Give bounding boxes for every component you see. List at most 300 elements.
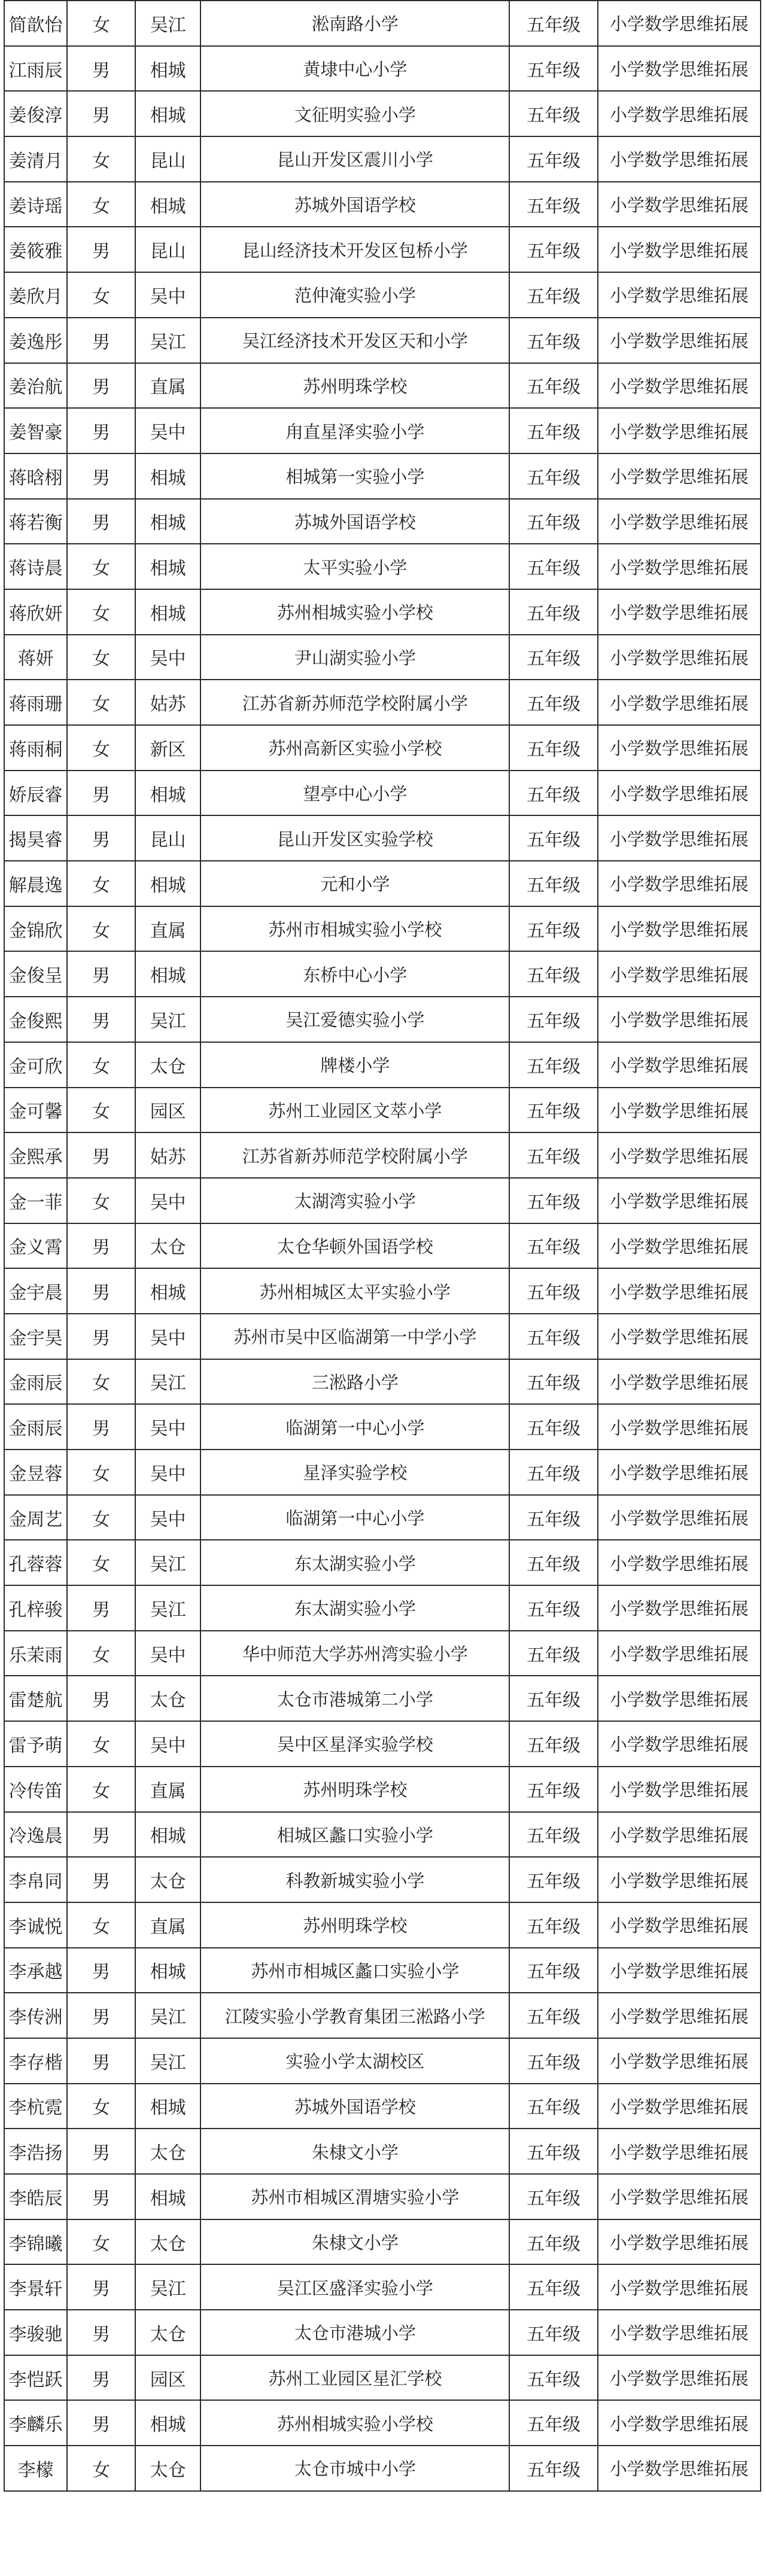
school-cell: 吴江区盛泽实验小学 bbox=[200, 2264, 509, 2310]
table-row bbox=[4, 46, 761, 92]
grade-cell: 五年级 bbox=[509, 635, 597, 680]
student-name-cell: 蒋雨桐 bbox=[4, 725, 67, 771]
grade-cell: 五年级 bbox=[509, 499, 597, 544]
school-cell: 苏州相城区太平实验小学 bbox=[200, 1268, 509, 1314]
student-name-cell: 金宇晨 bbox=[4, 1268, 67, 1314]
gender-cell: 男 bbox=[67, 951, 135, 997]
grade-cell: 五年级 bbox=[509, 2084, 597, 2129]
gender-cell: 男 bbox=[67, 453, 135, 499]
grade-cell: 五年级 bbox=[509, 182, 597, 227]
course-cell: 小学数学思维拓展 bbox=[598, 2400, 761, 2446]
table-row bbox=[4, 861, 761, 906]
table-row bbox=[4, 2355, 761, 2401]
grade-cell: 五年级 bbox=[509, 46, 597, 92]
student-name-cell: 李传洲 bbox=[4, 1993, 67, 2038]
table-row bbox=[4, 1721, 761, 1767]
student-name-cell: 蒋若衡 bbox=[4, 499, 67, 544]
table-row bbox=[4, 2446, 761, 2491]
student-name-cell: 蒋欣妍 bbox=[4, 589, 67, 635]
school-cell: 星泽实验学校 bbox=[200, 1450, 509, 1495]
grade-cell: 五年级 bbox=[509, 1450, 597, 1495]
grade-cell: 五年级 bbox=[509, 2446, 597, 2491]
school-cell: 朱棣文小学 bbox=[200, 2129, 509, 2174]
district-cell: 相城 bbox=[135, 2084, 200, 2129]
school-cell: 范仲淹实验小学 bbox=[200, 272, 509, 318]
gender-cell: 男 bbox=[67, 771, 135, 816]
table-row bbox=[4, 1495, 761, 1540]
student-name-cell: 冷传笛 bbox=[4, 1767, 67, 1812]
district-cell: 吴江 bbox=[135, 2264, 200, 2310]
school-cell: 苏州明珠学校 bbox=[200, 363, 509, 409]
school-cell: 相城第一实验小学 bbox=[200, 453, 509, 499]
gender-cell: 男 bbox=[67, 318, 135, 363]
district-cell: 吴中 bbox=[135, 635, 200, 680]
gender-cell: 女 bbox=[67, 1, 135, 46]
school-cell: 三淞路小学 bbox=[200, 1359, 509, 1405]
grade-cell: 五年级 bbox=[509, 1268, 597, 1314]
gender-cell: 女 bbox=[67, 1450, 135, 1495]
student-name-cell: 姜筱雅 bbox=[4, 227, 67, 272]
table-row bbox=[4, 1993, 761, 2038]
student-name-cell: 蒋妍 bbox=[4, 635, 67, 680]
course-cell: 小学数学思维拓展 bbox=[598, 861, 761, 906]
course-cell: 小学数学思维拓展 bbox=[598, 2264, 761, 2310]
course-cell: 小学数学思维拓展 bbox=[598, 1450, 761, 1495]
student-name-cell: 李浩扬 bbox=[4, 2129, 67, 2174]
table-row bbox=[4, 499, 761, 544]
table-row bbox=[4, 318, 761, 363]
school-cell: 牌楼小学 bbox=[200, 1042, 509, 1088]
student-name-cell: 李存楷 bbox=[4, 2038, 67, 2084]
table-row bbox=[4, 1268, 761, 1314]
district-cell: 相城 bbox=[135, 91, 200, 136]
student-name-cell: 姜逸彤 bbox=[4, 318, 67, 363]
school-cell: 东桥中心小学 bbox=[200, 951, 509, 997]
district-cell: 太仓 bbox=[135, 2129, 200, 2174]
course-cell: 小学数学思维拓展 bbox=[598, 1812, 761, 1858]
district-cell: 直属 bbox=[135, 906, 200, 952]
school-cell: 东太湖实验小学 bbox=[200, 1540, 509, 1585]
gender-cell: 男 bbox=[67, 1132, 135, 1178]
district-cell: 吴江 bbox=[135, 1540, 200, 1585]
student-name-cell: 孔蓉蓉 bbox=[4, 1540, 67, 1585]
district-cell: 姑苏 bbox=[135, 1132, 200, 1178]
table-row bbox=[4, 453, 761, 499]
course-cell: 小学数学思维拓展 bbox=[598, 2129, 761, 2174]
grade-cell: 五年级 bbox=[509, 272, 597, 318]
student-name-cell: 金可馨 bbox=[4, 1088, 67, 1133]
school-cell: 苏州市吴中区临湖第一中学小学 bbox=[200, 1314, 509, 1359]
grade-cell: 五年级 bbox=[509, 680, 597, 725]
school-cell: 苏州明珠学校 bbox=[200, 1767, 509, 1812]
gender-cell: 男 bbox=[67, 46, 135, 92]
course-cell: 小学数学思维拓展 bbox=[598, 635, 761, 680]
grade-cell: 五年级 bbox=[509, 227, 597, 272]
district-cell: 吴中 bbox=[135, 1404, 200, 1450]
district-cell: 吴江 bbox=[135, 997, 200, 1042]
gender-cell: 男 bbox=[67, 997, 135, 1042]
district-cell: 吴中 bbox=[135, 1495, 200, 1540]
course-cell: 小学数学思维拓展 bbox=[598, 2174, 761, 2219]
grade-cell: 五年级 bbox=[509, 1585, 597, 1631]
school-cell: 华中师范大学苏州湾实验小学 bbox=[200, 1631, 509, 1676]
table-row bbox=[4, 635, 761, 680]
school-cell: 苏城外国语学校 bbox=[200, 182, 509, 227]
gender-cell: 男 bbox=[67, 2129, 135, 2174]
district-cell: 相城 bbox=[135, 2400, 200, 2446]
course-cell: 小学数学思维拓展 bbox=[598, 1721, 761, 1767]
course-cell: 小学数学思维拓展 bbox=[598, 1495, 761, 1540]
gender-cell: 男 bbox=[67, 2038, 135, 2084]
district-cell: 吴江 bbox=[135, 1359, 200, 1405]
table-row bbox=[4, 91, 761, 136]
school-cell: 太仓华顿外国语学校 bbox=[200, 1223, 509, 1269]
district-cell: 吴中 bbox=[135, 1314, 200, 1359]
course-cell: 小学数学思维拓展 bbox=[598, 182, 761, 227]
district-cell: 太仓 bbox=[135, 2446, 200, 2491]
gender-cell: 男 bbox=[67, 1404, 135, 1450]
school-cell: 太仓市城中小学 bbox=[200, 2446, 509, 2491]
gender-cell: 男 bbox=[67, 227, 135, 272]
student-name-cell: 李承越 bbox=[4, 1948, 67, 1993]
table-row bbox=[4, 2084, 761, 2129]
grade-cell: 五年级 bbox=[509, 1, 597, 46]
school-cell: 苏州市相城实验小学校 bbox=[200, 906, 509, 952]
school-cell: 太湖湾实验小学 bbox=[200, 1178, 509, 1223]
district-cell: 吴中 bbox=[135, 1721, 200, 1767]
school-cell: 江陵实验小学教育集团三淞路小学 bbox=[200, 1993, 509, 2038]
gender-cell: 男 bbox=[67, 499, 135, 544]
school-cell: 苏城外国语学校 bbox=[200, 499, 509, 544]
district-cell: 吴中 bbox=[135, 272, 200, 318]
course-cell: 小学数学思维拓展 bbox=[598, 997, 761, 1042]
grade-cell: 五年级 bbox=[509, 1314, 597, 1359]
course-cell: 小学数学思维拓展 bbox=[598, 1042, 761, 1088]
gender-cell: 男 bbox=[67, 2355, 135, 2401]
grade-cell: 五年级 bbox=[509, 1223, 597, 1269]
school-cell: 苏州明珠学校 bbox=[200, 1902, 509, 1948]
table-row bbox=[4, 1767, 761, 1812]
school-cell: 临湖第一中心小学 bbox=[200, 1495, 509, 1540]
district-cell: 太仓 bbox=[135, 1857, 200, 1902]
course-cell: 小学数学思维拓展 bbox=[598, 1268, 761, 1314]
table-row bbox=[4, 408, 761, 453]
school-cell: 太仓市港城第二小学 bbox=[200, 1676, 509, 1721]
grade-cell: 五年级 bbox=[509, 1178, 597, 1223]
gender-cell: 男 bbox=[67, 1948, 135, 1993]
table-row bbox=[4, 1812, 761, 1858]
district-cell: 昆山 bbox=[135, 227, 200, 272]
grade-cell: 五年级 bbox=[509, 363, 597, 409]
district-cell: 太仓 bbox=[135, 2310, 200, 2355]
district-cell: 相城 bbox=[135, 951, 200, 997]
school-cell: 苏州市相城区蠡口实验小学 bbox=[200, 1948, 509, 1993]
gender-cell: 女 bbox=[67, 1178, 135, 1223]
table-row bbox=[4, 1, 761, 46]
course-cell: 小学数学思维拓展 bbox=[598, 318, 761, 363]
gender-cell: 男 bbox=[67, 1676, 135, 1721]
grade-cell: 五年级 bbox=[509, 2174, 597, 2219]
gender-cell: 女 bbox=[67, 182, 135, 227]
grade-cell: 五年级 bbox=[509, 1767, 597, 1812]
student-name-cell: 娇辰睿 bbox=[4, 771, 67, 816]
student-name-cell: 金宇昊 bbox=[4, 1314, 67, 1359]
student-name-cell: 蒋雨珊 bbox=[4, 680, 67, 725]
course-cell: 小学数学思维拓展 bbox=[598, 136, 761, 182]
table-row bbox=[4, 1902, 761, 1948]
school-cell: 尹山湖实验小学 bbox=[200, 635, 509, 680]
student-name-cell: 李景轩 bbox=[4, 2264, 67, 2310]
student-name-cell: 揭昊睿 bbox=[4, 815, 67, 861]
district-cell: 昆山 bbox=[135, 815, 200, 861]
course-cell: 小学数学思维拓展 bbox=[598, 2219, 761, 2265]
table-row bbox=[4, 2038, 761, 2084]
grade-cell: 五年级 bbox=[509, 1495, 597, 1540]
district-cell: 相城 bbox=[135, 2174, 200, 2219]
table-row bbox=[4, 1132, 761, 1178]
gender-cell: 女 bbox=[67, 1495, 135, 1540]
grade-cell: 五年级 bbox=[509, 2355, 597, 2401]
gender-cell: 男 bbox=[67, 91, 135, 136]
school-cell: 苏州高新区实验小学校 bbox=[200, 725, 509, 771]
district-cell: 吴中 bbox=[135, 1631, 200, 1676]
gender-cell: 女 bbox=[67, 1540, 135, 1585]
school-cell: 文征明实验小学 bbox=[200, 91, 509, 136]
gender-cell: 女 bbox=[67, 2084, 135, 2129]
gender-cell: 女 bbox=[67, 1088, 135, 1133]
gender-cell: 女 bbox=[67, 1631, 135, 1676]
district-cell: 相城 bbox=[135, 453, 200, 499]
district-cell: 新区 bbox=[135, 725, 200, 771]
student-name-cell: 李杭霓 bbox=[4, 2084, 67, 2129]
course-cell: 小学数学思维拓展 bbox=[598, 2084, 761, 2129]
grade-cell: 五年级 bbox=[509, 725, 597, 771]
grade-cell: 五年级 bbox=[509, 1902, 597, 1948]
table-row bbox=[4, 227, 761, 272]
district-cell: 相城 bbox=[135, 1812, 200, 1858]
table-row bbox=[4, 951, 761, 997]
course-cell: 小学数学思维拓展 bbox=[598, 1767, 761, 1812]
grade-cell: 五年级 bbox=[509, 589, 597, 635]
school-cell: 淞南路小学 bbox=[200, 1, 509, 46]
school-cell: 太仓市港城小学 bbox=[200, 2310, 509, 2355]
table-row bbox=[4, 363, 761, 409]
gender-cell: 女 bbox=[67, 544, 135, 589]
gender-cell: 女 bbox=[67, 1359, 135, 1405]
district-cell: 相城 bbox=[135, 544, 200, 589]
district-cell: 吴中 bbox=[135, 1450, 200, 1495]
grade-cell: 五年级 bbox=[509, 1042, 597, 1088]
gender-cell: 女 bbox=[67, 680, 135, 725]
district-cell: 相城 bbox=[135, 589, 200, 635]
school-cell: 吴江爱德实验小学 bbox=[200, 997, 509, 1042]
gender-cell: 女 bbox=[67, 1721, 135, 1767]
table-row bbox=[4, 997, 761, 1042]
table-row bbox=[4, 2129, 761, 2174]
gender-cell: 女 bbox=[67, 1767, 135, 1812]
student-name-cell: 金俊熙 bbox=[4, 997, 67, 1042]
course-cell: 小学数学思维拓展 bbox=[598, 815, 761, 861]
school-cell: 元和小学 bbox=[200, 861, 509, 906]
course-cell: 小学数学思维拓展 bbox=[598, 1088, 761, 1133]
school-cell: 东太湖实验小学 bbox=[200, 1585, 509, 1631]
student-name-cell: 姜诗瑶 bbox=[4, 182, 67, 227]
school-cell: 相城区蠡口实验小学 bbox=[200, 1812, 509, 1858]
student-name-cell: 金昱蓉 bbox=[4, 1450, 67, 1495]
district-cell: 直属 bbox=[135, 1902, 200, 1948]
table-row bbox=[4, 2400, 761, 2446]
grade-cell: 五年级 bbox=[509, 1948, 597, 1993]
course-cell: 小学数学思维拓展 bbox=[598, 680, 761, 725]
course-cell: 小学数学思维拓展 bbox=[598, 1902, 761, 1948]
district-cell: 吴江 bbox=[135, 1585, 200, 1631]
grade-cell: 五年级 bbox=[509, 861, 597, 906]
grade-cell: 五年级 bbox=[509, 91, 597, 136]
grade-cell: 五年级 bbox=[509, 544, 597, 589]
table-row bbox=[4, 1948, 761, 1993]
district-cell: 吴江 bbox=[135, 1993, 200, 2038]
gender-cell: 男 bbox=[67, 2174, 135, 2219]
student-name-cell: 冷逸晨 bbox=[4, 1812, 67, 1858]
table-row bbox=[4, 815, 761, 861]
gender-cell: 女 bbox=[67, 1902, 135, 1948]
grade-cell: 五年级 bbox=[509, 1359, 597, 1405]
school-cell: 甪直星泽实验小学 bbox=[200, 408, 509, 453]
gender-cell: 女 bbox=[67, 2219, 135, 2265]
course-cell: 小学数学思维拓展 bbox=[598, 363, 761, 409]
school-cell: 昆山开发区实验学校 bbox=[200, 815, 509, 861]
district-cell: 太仓 bbox=[135, 2219, 200, 2265]
student-name-cell: 金俊呈 bbox=[4, 951, 67, 997]
district-cell: 直属 bbox=[135, 363, 200, 409]
gender-cell: 女 bbox=[67, 589, 135, 635]
course-cell: 小学数学思维拓展 bbox=[598, 951, 761, 997]
table-row bbox=[4, 272, 761, 318]
table-row bbox=[4, 771, 761, 816]
school-cell: 苏州相城实验小学校 bbox=[200, 589, 509, 635]
student-name-cell: 李锦曦 bbox=[4, 2219, 67, 2265]
course-cell: 小学数学思维拓展 bbox=[598, 1585, 761, 1631]
grade-cell: 五年级 bbox=[509, 1857, 597, 1902]
course-cell: 小学数学思维拓展 bbox=[598, 2446, 761, 2491]
course-cell: 小学数学思维拓展 bbox=[598, 1857, 761, 1902]
course-cell: 小学数学思维拓展 bbox=[598, 453, 761, 499]
grade-cell: 五年级 bbox=[509, 2129, 597, 2174]
gender-cell: 男 bbox=[67, 408, 135, 453]
gender-cell: 女 bbox=[67, 272, 135, 318]
table-row bbox=[4, 1223, 761, 1269]
student-name-cell: 李皓辰 bbox=[4, 2174, 67, 2219]
district-cell: 直属 bbox=[135, 1767, 200, 1812]
school-cell: 朱棣文小学 bbox=[200, 2219, 509, 2265]
gender-cell: 男 bbox=[67, 363, 135, 409]
gender-cell: 男 bbox=[67, 815, 135, 861]
district-cell: 相城 bbox=[135, 46, 200, 92]
district-cell: 姑苏 bbox=[135, 680, 200, 725]
district-cell: 相城 bbox=[135, 182, 200, 227]
student-name-cell: 简歆怡 bbox=[4, 1, 67, 46]
school-cell: 昆山开发区震川小学 bbox=[200, 136, 509, 182]
grade-cell: 五年级 bbox=[509, 771, 597, 816]
student-roster-table bbox=[4, 0, 761, 2492]
district-cell: 吴中 bbox=[135, 1178, 200, 1223]
grade-cell: 五年级 bbox=[509, 1404, 597, 1450]
school-cell: 太平实验小学 bbox=[200, 544, 509, 589]
gender-cell: 男 bbox=[67, 1585, 135, 1631]
district-cell: 相城 bbox=[135, 1948, 200, 1993]
course-cell: 小学数学思维拓展 bbox=[598, 2310, 761, 2355]
district-cell: 相城 bbox=[135, 499, 200, 544]
grade-cell: 五年级 bbox=[509, 2264, 597, 2310]
grade-cell: 五年级 bbox=[509, 815, 597, 861]
grade-cell: 五年级 bbox=[509, 408, 597, 453]
table-row bbox=[4, 725, 761, 771]
table-row bbox=[4, 1540, 761, 1585]
grade-cell: 五年级 bbox=[509, 1676, 597, 1721]
school-cell: 吴江经济技术开发区天和小学 bbox=[200, 318, 509, 363]
student-name-cell: 金义霄 bbox=[4, 1223, 67, 1269]
course-cell: 小学数学思维拓展 bbox=[598, 1631, 761, 1676]
course-cell: 小学数学思维拓展 bbox=[598, 1948, 761, 1993]
table-row bbox=[4, 906, 761, 952]
gender-cell: 男 bbox=[67, 2400, 135, 2446]
school-cell: 苏州工业园区文萃小学 bbox=[200, 1088, 509, 1133]
grade-cell: 五年级 bbox=[509, 2038, 597, 2084]
school-cell: 苏州市相城区渭塘实验小学 bbox=[200, 2174, 509, 2219]
student-name-cell: 李檬 bbox=[4, 2446, 67, 2491]
gender-cell: 女 bbox=[67, 635, 135, 680]
grade-cell: 五年级 bbox=[509, 1088, 597, 1133]
school-cell: 昆山经济技术开发区包桥小学 bbox=[200, 227, 509, 272]
gender-cell: 男 bbox=[67, 2264, 135, 2310]
course-cell: 小学数学思维拓展 bbox=[598, 1223, 761, 1269]
table-row bbox=[4, 2219, 761, 2265]
course-cell: 小学数学思维拓展 bbox=[598, 227, 761, 272]
course-cell: 小学数学思维拓展 bbox=[598, 1404, 761, 1450]
table-row bbox=[4, 1450, 761, 1495]
table-row bbox=[4, 544, 761, 589]
table-row bbox=[4, 1676, 761, 1721]
course-cell: 小学数学思维拓展 bbox=[598, 1676, 761, 1721]
student-name-cell: 姜智豪 bbox=[4, 408, 67, 453]
course-cell: 小学数学思维拓展 bbox=[598, 1, 761, 46]
student-name-cell: 姜治航 bbox=[4, 363, 67, 409]
course-cell: 小学数学思维拓展 bbox=[598, 725, 761, 771]
school-cell: 科教新城实验小学 bbox=[200, 1857, 509, 1902]
table-row bbox=[4, 1857, 761, 1902]
school-cell: 苏城外国语学校 bbox=[200, 2084, 509, 2129]
school-cell: 临湖第一中心小学 bbox=[200, 1404, 509, 1450]
course-cell: 小学数学思维拓展 bbox=[598, 46, 761, 92]
grade-cell: 五年级 bbox=[509, 136, 597, 182]
student-name-cell: 李麟乐 bbox=[4, 2400, 67, 2446]
grade-cell: 五年级 bbox=[509, 453, 597, 499]
school-cell: 望亭中心小学 bbox=[200, 771, 509, 816]
student-name-cell: 金雨辰 bbox=[4, 1404, 67, 1450]
grade-cell: 五年级 bbox=[509, 997, 597, 1042]
table-row bbox=[4, 2264, 761, 2310]
school-cell: 黄埭中心小学 bbox=[200, 46, 509, 92]
grade-cell: 五年级 bbox=[509, 1132, 597, 1178]
gender-cell: 男 bbox=[67, 2310, 135, 2355]
grade-cell: 五年级 bbox=[509, 2310, 597, 2355]
grade-cell: 五年级 bbox=[509, 951, 597, 997]
student-name-cell: 李恺跃 bbox=[4, 2355, 67, 2401]
student-name-cell: 姜清月 bbox=[4, 136, 67, 182]
course-cell: 小学数学思维拓展 bbox=[598, 771, 761, 816]
student-name-cell: 姜俊淳 bbox=[4, 91, 67, 136]
table-row bbox=[4, 1042, 761, 1088]
